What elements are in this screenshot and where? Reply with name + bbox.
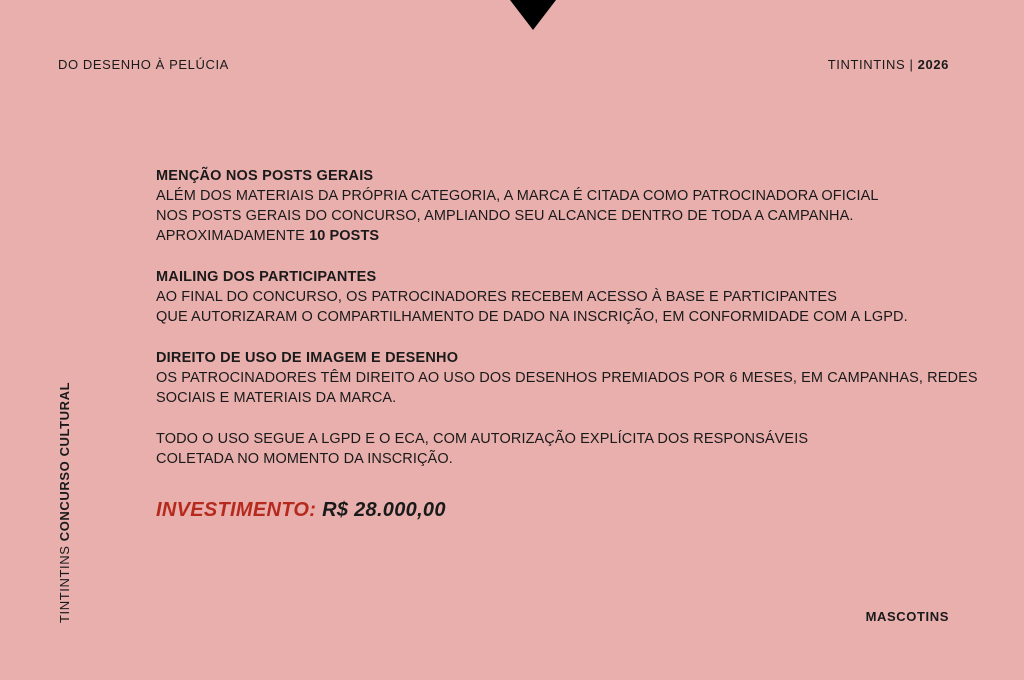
header-brand-name: TINTINTINS |: [827, 57, 918, 72]
section-line: SOCIAIS E MATERIAIS DA MARCA.: [156, 390, 397, 406]
section-line: OS PATROCINADORES TÊM DIREITO AO USO DOS DESENHOS PREMIADOS POR 6 MESES, EM CAMPANHAS, REDES: [156, 370, 978, 386]
section-line: ALÉM DOS MATERIAIS DA PRÓPRIA CATEGORIA, A MARCA É CITADA COMO PATROCINADORA OFICIAL: [156, 188, 879, 204]
investment: [156, 499, 986, 522]
approx-prefix: APROXIMADAMENTE: [156, 228, 310, 244]
section-line: COLETADA NO MOMENTO DA INSCRIÇÃO.: [156, 451, 453, 467]
section-mailing: [156, 267, 986, 327]
section-title: MAILING DOS PARTICIPANTES: [156, 269, 377, 285]
footer-brand: MASCOTINS: [865, 609, 949, 624]
investment-value: R$ 28.000,00: [322, 499, 446, 521]
section-line: QUE AUTORIZARAM O COMPARTILHAMENTO DE DADO NA INSCRIÇÃO, EM CONFORMIDADE COM A LGPD.: [156, 309, 908, 325]
section-line: AO FINAL DO CONCURSO, OS PATROCINADORES RECEBEM ACESSO À BASE E PARTICIPANTES: [156, 289, 838, 305]
investment-label: INVESTIMENTO:: [156, 499, 317, 521]
section-compliance: [156, 429, 986, 469]
header-title: DO DESENHO À PELÚCIA: [58, 57, 229, 72]
section-line: NOS POSTS GERAIS DO CONCURSO, AMPLIANDO SEU ALCANCE DENTRO DE TODA A CAMPANHA.: [156, 208, 854, 224]
section-image-rights: [156, 348, 986, 408]
main-content: [156, 166, 986, 522]
header-year: 2026: [917, 57, 949, 72]
section-title: MENÇÃO NOS POSTS GERAIS: [156, 168, 374, 184]
side-label-prefix: TINTINTINS: [57, 541, 72, 623]
approx-value: 10 POSTS: [309, 228, 380, 244]
approx-line: [156, 226, 986, 246]
top-triangle-marker: [510, 0, 556, 30]
side-label-strong: CONCURSO CULTURAL: [57, 381, 72, 542]
section-mention-posts: [156, 166, 986, 246]
header-brand: [828, 57, 949, 72]
section-line: TODO O USO SEGUE A LGPD E O ECA, COM AUTORIZAÇÃO EXPLÍCITA DOS RESPONSÁVEIS: [156, 431, 809, 447]
section-title: DIREITO DE USO DE IMAGEM E DESENHO: [156, 350, 459, 366]
side-label: [57, 382, 72, 623]
